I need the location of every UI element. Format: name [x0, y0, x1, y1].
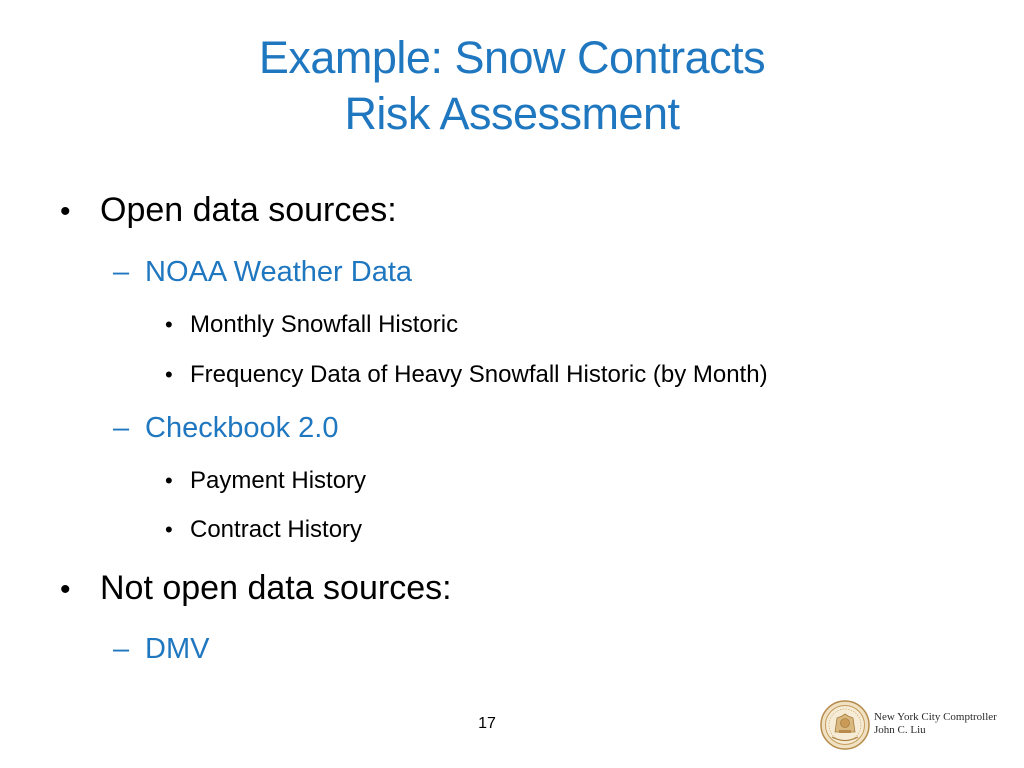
not-open-sources-label: Not open data sources:	[100, 569, 452, 607]
sub-sub-item-contract-history	[165, 515, 362, 545]
checkbook-label: Checkbook 2.0	[145, 412, 339, 444]
bullet-icon: •	[165, 517, 173, 542]
title-line-2: Risk Assessment	[344, 88, 680, 139]
dmv-label: DMV	[145, 633, 210, 665]
bullet-icon: •	[165, 468, 173, 493]
checkbook-item-1: Payment History	[190, 467, 367, 494]
slide-title	[0, 30, 1024, 142]
org-line-2: John C. Liu	[874, 724, 926, 736]
bullet-not-open-data-sources	[60, 568, 452, 610]
bullet-icon: •	[60, 573, 71, 606]
title-line-1: Example: Snow Contracts	[258, 32, 766, 83]
sub-sub-item-monthly-snowfall	[165, 310, 458, 340]
bullet-icon: •	[60, 195, 71, 228]
open-sources-label: Open data sources:	[100, 191, 397, 229]
sub-item-dmv	[113, 631, 209, 667]
noaa-item-1: Monthly Snowfall Historic	[190, 311, 459, 338]
bullet-icon: •	[165, 362, 173, 387]
sub-item-noaa	[113, 254, 412, 290]
dash-icon: –	[113, 412, 130, 444]
bullet-icon: •	[165, 312, 173, 337]
sub-item-checkbook	[113, 410, 338, 446]
nyc-seal-icon	[820, 700, 870, 750]
dash-icon: –	[113, 633, 130, 665]
dash-icon: –	[113, 256, 130, 288]
org-line-1: New York City Comptroller	[874, 711, 997, 723]
checkbook-item-2: Contract History	[190, 516, 363, 543]
sub-sub-item-frequency-data	[165, 360, 768, 390]
noaa-item-2: Frequency Data of Heavy Snowfall Historic (by Month)	[190, 361, 768, 388]
comptroller-logo-text	[874, 711, 997, 737]
noaa-label: NOAA Weather Data	[145, 256, 413, 288]
sub-sub-item-payment-history	[165, 466, 366, 496]
bullet-open-data-sources	[60, 190, 397, 232]
page-number: 17	[478, 715, 496, 732]
